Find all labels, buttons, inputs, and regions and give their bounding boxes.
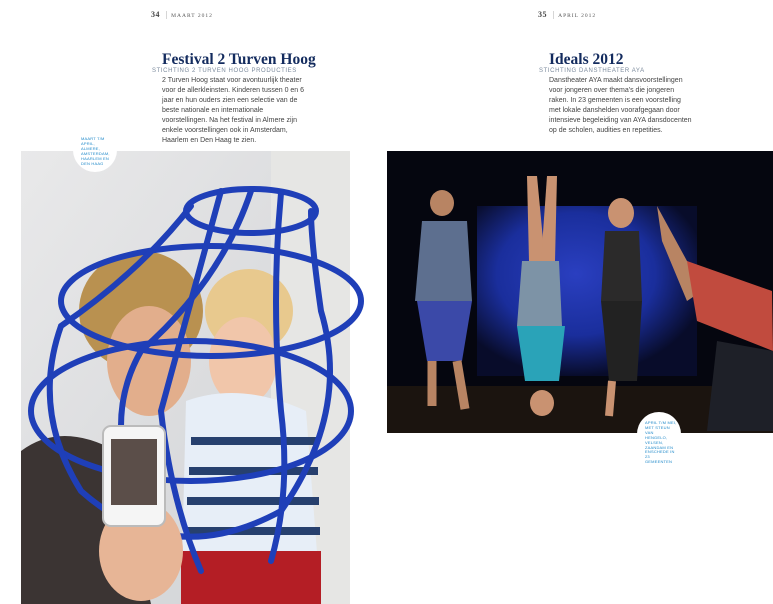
badge-text: APRIL T/M MEI, MET STEUN VAN HENGELO, VELSEN, ZAANDAM EN ENSCHEDE IN 23 GEMEENTEN bbox=[645, 420, 677, 465]
left-photo bbox=[21, 151, 350, 604]
page-number: 35 bbox=[538, 10, 547, 19]
article-title: Festival 2 Turven Hoog bbox=[162, 51, 316, 68]
page-month: APRIL 2012 bbox=[558, 13, 597, 19]
right-photo bbox=[387, 151, 773, 433]
left-date-badge bbox=[73, 128, 117, 172]
page-month: MAART 2012 bbox=[171, 13, 213, 19]
organization-name: STICHTING 2 TURVEN HOOG PRODUCTIES bbox=[152, 68, 297, 74]
badge-text: MAART T/M APRIL, ALMERE, AMSTERDAM, HAARLEM EN DEN HAAG bbox=[81, 136, 110, 166]
article-title: Ideals 2012 bbox=[549, 51, 624, 68]
right-date-badge bbox=[637, 412, 681, 465]
left-page-number: 34 | MAART 2012 bbox=[151, 10, 213, 19]
page-number: 34 bbox=[151, 10, 160, 19]
article-body: 2 Turven Hoog staat voor avontuurlijk theater voor de allerkleinsten. Kinderen tussen 0 en 6 jaar en hun ouders zien een selectie van de beste nationale en internationale voorstellingen. Na het festival in Almere zijn enkele voorstellingen ook in Amsterdam, Haarlem en Den Haag te zien. bbox=[162, 77, 305, 144]
article-body: Danstheater AYA maakt dansvoorstellingen voor jongeren over thema's die jongeren raken. In 23 gemeenten is een voorstelling met lokale danshelden voorafgegaan door intensieve begeleiding van AYA dansdocenten op de scholen, audities en repetities. bbox=[549, 77, 692, 134]
organization-name: STICHTING DANSTHEATER AYA bbox=[539, 68, 645, 74]
right-page-number: 35 | APRIL 2012 bbox=[538, 10, 597, 19]
